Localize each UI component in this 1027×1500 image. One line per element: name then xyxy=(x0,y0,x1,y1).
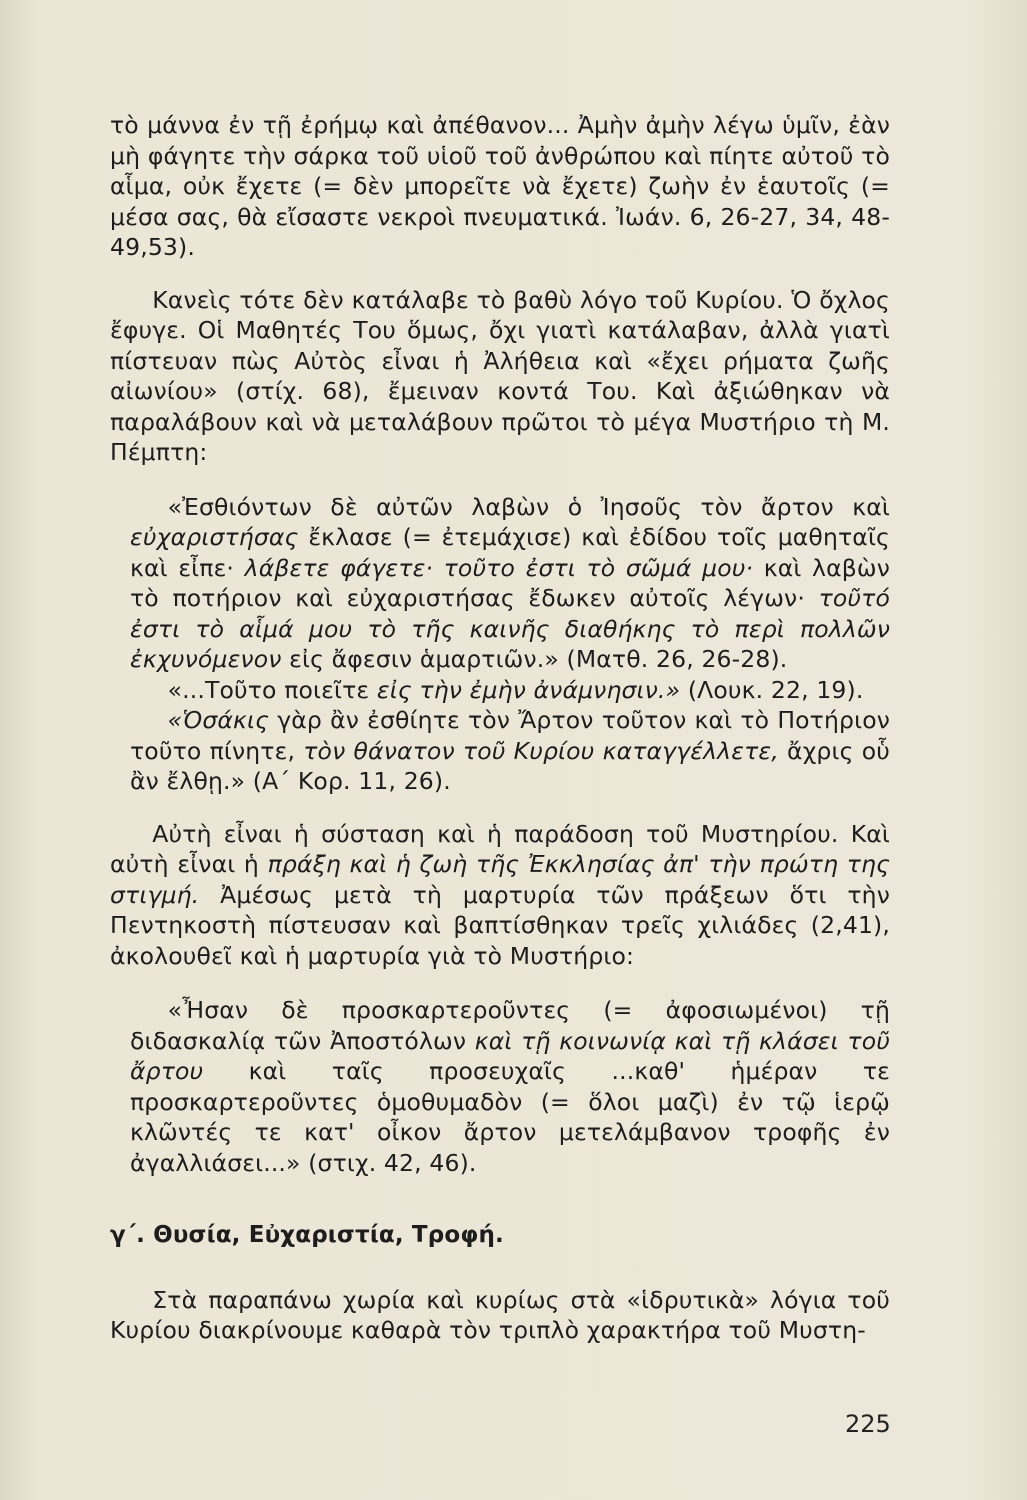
page-body xyxy=(110,110,890,1346)
quote-corinthians: «Ὁσάκις γὰρ ἂν ἐσθίητε τὸν Ἄρτον τοῦτον καὶ τὸ Ποτήριον τοῦτο πίνητε, τὸν θάνατον τοῦ Κυρίου καταγγέλλετε, ἄχρις οὗ ἂν ἔλθῃ.» (Α΄ Κορ. 11, 26). xyxy=(130,706,890,795)
quote-acts: «Ἦσαν δὲ προσκαρτεροῦντες (= ἀφοσιωμένοι) τῇ διδασκαλίᾳ τῶν Ἀποστόλων καὶ τῇ κοινωνίᾳ καὶ τῇ κλάσει τοῦ ἄρτου καὶ ταῖς προσευχαῖς ...καθ' ἡμέραν τε προσκαρτεροῦντες ὁμοθυμαδὸν (= ὅλοι μαζὶ) ἐν τῷ ἱερῷ κλῶντές τε κατ' οἶκον ἄρτον μετελάμβανον τροφῆς ἐν ἀγαλλιάσει...» (στιχ. 42, 46). xyxy=(130,996,890,1177)
quote-luke: «...Τοῦτο ποιεῖτε εἰς τὴν ἐμὴν ἀνάμνησιν.» (Λουκ. 22, 19). xyxy=(167,675,864,704)
paragraph-intro: τὸ μάννα ἐν τῇ ἐρήμῳ καὶ ἀπέθανον... Ἀμὴν ἀμὴν λέγω ὑμῖν, ἐὰν μὴ φάγητε τὴν σάρκα τοῦ υἱοῦ τοῦ ἀνθρώπου καὶ πίητε αὐτοῦ τὸ αἷμα, οὐκ ἔχετε (= δὲν μπορεῖτε νὰ ἔχετε) ζωὴν ἐν ἑαυτοῖς (= μέσα σας, θὰ εἴσαστε νεκροὶ πνευματικά. Ἰωάν. 6, 26-27, 34, 48-49,53). xyxy=(110,111,890,261)
paragraph-auti: Αὐτὴ εἶναι ἡ σύσταση καὶ ἡ παράδοση τοῦ Μυστηρίου. Καὶ αὐτὴ εἶναι ἡ πράξη καὶ ἡ ζωὴ τῆς Ἐκκλησίας ἀπ' τὴν πρώτη της στιγμή. Ἀμέσως μετὰ τὴ μαρτυρία τῶν πράξεων ὅτι τὴν Πεντηκοστὴ πίστευσαν καὶ βαπτίσθηκαν τρεῖς χιλιάδες (2,41), ἀκολουθεῖ καὶ ἡ μαρτυρία γιὰ τὸ Μυστήριο: xyxy=(110,819,891,970)
section-heading: γ΄. Θυσία, Εὐχαριστία, Τροφή. xyxy=(110,1222,504,1248)
paragraph-last: Στὰ παραπάνω χωρία καὶ κυρίως στὰ «ἱδρυτικὰ» λόγια τοῦ Κυρίου διακρίνουμε καθαρὰ τὸν τριπλὸ χαρακτήρα τοῦ Μυστη- xyxy=(110,1285,890,1344)
quotations-block xyxy=(110,492,890,797)
quote-matthew: «Ἐσθιόντων δὲ αὐτῶν λαβὼν ὁ Ἰησοῦς τὸν ἄρτον καὶ εὐχαριστήσας ἔκλασε (= ἐτεμάχισε) καὶ ἐδίδου τοῖς μαθηταῖς καὶ εἶπε· λάβετε φάγετε· τοῦτο ἐστι τὸ σῶμά μου· καὶ λαβὼν τὸ ποτήριον καὶ εὐχαριστήσας ἔδωκεν αὐτοῖς λέγων· τοῦτό ἐστι τὸ αἷμά μου τὸ τῆς καινῆς διαθήκης τὸ περὶ πολλῶν ἐκχυνόμενον εἰς ἄφεσιν ἁμαρτιῶν.» (Ματθ. 26, 26-28). xyxy=(130,492,890,673)
quotation-acts xyxy=(110,995,890,1178)
page-number: 225 xyxy=(845,1410,891,1438)
paragraph-kaneis: Κανεὶς τότε δὲν κατάλαβε τὸ βαθὺ λόγο τοῦ Κυρίου. Ὁ ὄχλος ἔφυγε. Οἱ Μαθητές Του ὅμως, ὄχι γιατὶ κατάλαβαν, ἀλλὰ γιατὶ πίστευαν πὼς Αὐτὸς εἶναι ἡ Ἀλήθεια καὶ «ἔχει ρήματα ζωῆς αἰωνίου» (στίχ. 68), ἔμειναν κοντά Του. Καὶ ἀξιώθηκαν νὰ παραλάβουν καὶ νὰ μεταλάβουν πρῶτοι τὸ μέγα Μυστήριο τὴ Μ. Πέμπτη: xyxy=(110,285,890,466)
